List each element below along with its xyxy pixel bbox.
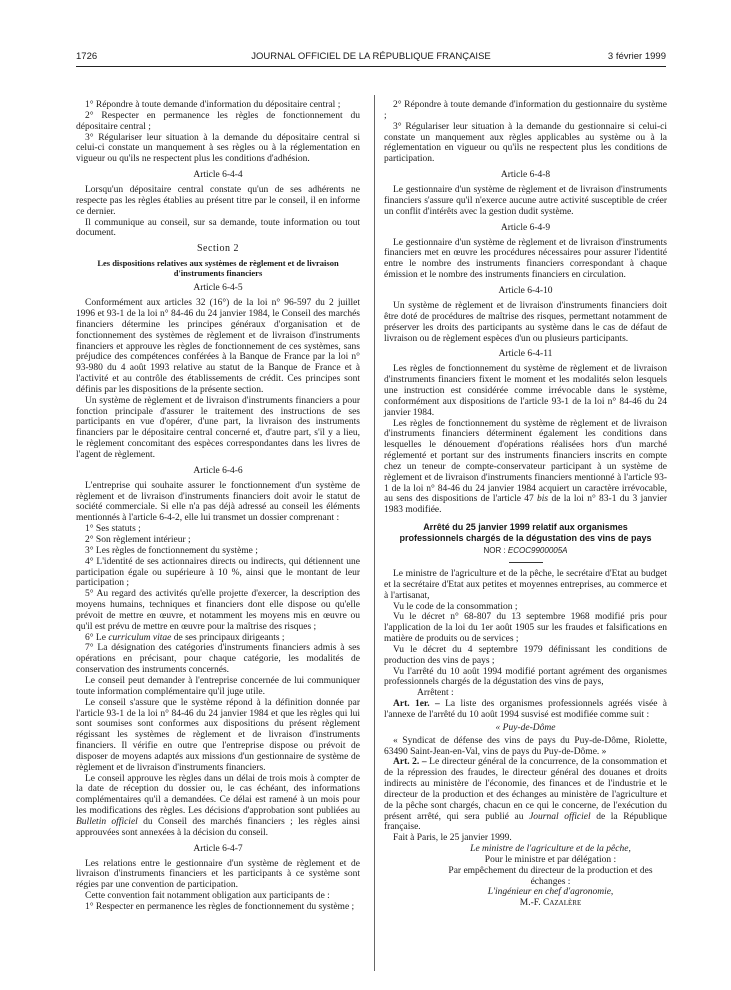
paragraph: Fait à Paris, le 25 janvier 1999. xyxy=(393,833,512,844)
paragraph: Vu l'arrêté du 10 août 1994 modifié portant agrément des organismes professionnels chargés de la dégustation des vins de pays, xyxy=(384,666,667,688)
header-rule xyxy=(76,66,666,67)
signature-line: L'ingénieur en chef d'agronomie, xyxy=(487,887,614,898)
italic-text: curriculum vitae xyxy=(108,632,172,643)
paragraph: Le conseil s'assure que le système répond à la définition donnée par l'article 93-1 de la loi n° 84-46 du 24 janvier 1984 et que les règles qui lui sont soumises sont conformes aux dispositions du présent règlement régissant les systèmes de règlement et de livraison d'instruments financiers. Il vérifie en outre que l'entreprise dispose ou prévoit de disposer de moyens adaptés aux missions d'un gestionnaire de système de règlement et de livraison d'instruments financiers. xyxy=(76,697,360,773)
page-number: 1726 xyxy=(76,51,98,62)
text-run: de la loi n° 83-1 du 3 janvier 1983 modifiée. xyxy=(384,494,667,516)
paragraph: Vu le décret du 4 septembre 1979 définissant les conditions de production des vins de pays ; xyxy=(384,644,667,666)
article-heading: Article 6-4-4 xyxy=(193,170,243,181)
nor-label: NOR : xyxy=(483,546,508,556)
paragraph: 2° Son règlement intérieur ; xyxy=(85,535,191,545)
paragraph: Les relations entre le gestionnaire d'un système de règlement et de livraison d'instruments financiers et les participants à ce système sont régies par une convention de participation. xyxy=(76,858,360,891)
page-header xyxy=(76,51,666,65)
article-heading: Article 6-4-9 xyxy=(500,222,551,233)
region-heading: « Puy-de-Dôme xyxy=(495,722,556,733)
text-run: de ses principaux dirigeants ; xyxy=(171,632,285,643)
paragraph: Un système de règlement et de livraison d'instruments financiers a pour fonction principale d'assurer le traitement des instructions de ses participants en vue d'opérer, d'une part, la livraison des instruments financiers par le dépositaire central concerné et, d'autre part, s'il y a lieu, le règlement concomitant des espèces correspondantes dans les livres de l'agent de règlement. xyxy=(76,395,360,460)
paragraph: 4° L'identité de ses actionnaires directs ou indirects, qui détiennent une participation égale ou supérieure à 10 %, ainsi que le montant de leur participation ; xyxy=(76,556,360,589)
paragraph: 3° Régulariser leur situation à la demande du gestionnaire si celui-ci constate un manquement aux règles applicables au système ou à la réglementation en vigueur ou qu'ils ne respectent plus les conditions de participation. xyxy=(384,121,667,165)
paragraph: Un système de règlement et de livraison d'instruments financiers doit être doté de procédures de maîtrise des risques, permettant notamment de préserver les droits des participants au système dans le cas de défaut de livraison ou de règlement espèces d'un ou plusieurs participants. xyxy=(384,300,667,344)
issue-date: 3 février 1999 xyxy=(607,51,666,62)
paragraph: 1° Respecter en permanence les règles de fonctionnement du système ; xyxy=(85,902,355,912)
paragraph: Vu le décret n° 68-807 du 13 septembre 1968 modifié pris pour l'application de la loi du 1er août 1905 sur les fraudes et falsifications en matière de produits ou de services ; xyxy=(384,612,667,645)
text-run: La liste des organismes professionnels agréés visée à l'annexe de l'arrêté du 10 août 1994 susvisé est modifiée comme suit : xyxy=(384,699,667,720)
signature-line: Par empêchement du directeur de la production et des échanges : xyxy=(448,865,653,887)
italic-text: bis xyxy=(537,494,549,505)
paragraph: 2° Répondre à toute demande d'information du gestionnaire du système ; xyxy=(384,100,667,121)
article-heading: Article 6-4-7 xyxy=(193,843,243,854)
text-run: Les règles de fonctionnement du système de règlement et de livraison d'instruments financiers déterminent également les conditions dans lesquelles le dénouement d'opérations réalisées hors d'un marché réglementé et portant sur des instruments financiers inscrits en compte chez un teneur de compte-conservateur participant à un système de règlement et de livraison d'instruments financiers mentionné à l'article 93-1 de la loi n° 84-46 du 24 janvier 1984 acquiert un caractère irrévocable, au sens des dispositions de l'article 47 xyxy=(384,418,667,505)
article-heading: Article 6-4-8 xyxy=(500,170,551,181)
paragraph: 5° Au regard des activités qu'elle projette d'exercer, la description des moyens humains, techniques et financiers dont elle dispose ou qu'elle prévoit de mettre en œuvre, et notamment les moyens mis en œuvre ou qu'il est prévu de mettre en œuvre pour la maîtrise des risques ; xyxy=(76,589,360,632)
signatory-name: M.-F. Cazalère xyxy=(519,898,582,909)
paragraph xyxy=(384,419,667,517)
decree-title: Arrêté du 25 janvier 1999 relatif aux organismes professionnels chargés de la dégustation des vins de pays xyxy=(399,522,652,543)
paragraph: 1° Ses statuts ; xyxy=(85,524,141,535)
article-heading: Article 6-4-5 xyxy=(193,283,243,294)
paragraph: 2° Respecter en permanence les règles de fonctionnement du dépositaire central ; xyxy=(76,110,360,132)
italic-text: Journal officiel xyxy=(529,811,591,822)
paragraph: Le conseil peut demander à l'entreprise concernée de lui communiquer toute information complémentaire qu'il juge utile. xyxy=(76,675,360,697)
article-heading: Article 6-4-11 xyxy=(498,349,553,360)
paragraph xyxy=(76,774,360,839)
paragraph xyxy=(384,757,667,833)
paragraph: Cette convention fait notamment obligation aux participants de : xyxy=(85,891,330,902)
italic-text: Bulletin officiel xyxy=(76,816,138,827)
section-heading: Section 2 xyxy=(197,243,239,255)
paragraph: Le gestionnaire d'un système de règlement et de livraison d'instruments financiers met en œuvre les procédures nécessaires pour assurer l'identité entre le nombre des instruments financiers correspondant à chaque émission et le nombre des instruments financiers en circulation. xyxy=(384,237,667,281)
paragraph: Lorsqu'un dépositaire central constate qu'un de ses adhérents ne respecte pas les règles établies au présent titre par le conseil, il en informe ce dernier. xyxy=(76,185,360,217)
signature-line: Le ministre de l'agriculture et de la pêche, xyxy=(470,844,631,855)
text-run: Le conseil approuve les règles dans un délai de trois mois à compter de la date de réception du dossier ou, le cas échéant, des informations complémentaires qu'il a demandées. Ce délai est ramené à un mois pour les modifications des règles. Les décisions d'approbation sont publiées au xyxy=(76,773,360,817)
journal-title: JOURNAL OFFICIEL DE LA RÉPUBLIQUE FRANÇAISE xyxy=(251,51,491,62)
paragraph: 3° Les règles de fonctionnement du système ; xyxy=(85,545,258,556)
paragraph: Le gestionnaire d'un système de règlement et de livraison d'instruments financiers s'assure qu'il n'exerce aucune autre activité susceptible de créer un conflit d'intérêts avec la gestion dudit système. xyxy=(384,185,667,217)
signature-block xyxy=(384,844,667,909)
decree-divider xyxy=(509,562,543,563)
column-separator xyxy=(374,95,375,971)
paragraph: Conformément aux articles 32 (16°) de la loi n° 96-597 du 2 juillet 1996 et 93-1 de la loi n° 84-46 du 24 janvier 1984, le Conseil des marchés financiers détermine les principes généraux d'organisation et de fonctionnement des systèmes de règlement et de livraison d'instruments financiers et approuve les règles de fonctionnement de ces systèmes, sans préjudice des compétences conférées à la Banque de France par la loi n° 93-980 du 4 août 1993 relative au statut de la Banque de France et à l'activité et au contrôle des établissements de crédit. Ces principes sont définis par les dispositions de la présente section. xyxy=(76,298,360,395)
paragraph: Les règles de fonctionnement du système de règlement et de livraison d'instruments financiers fixent le moment et les modalités selon lesquels une instruction est considérée comme irrévocable dans le système, conformément aux dispositions de l'article 93-1 de la loi n° 84-46 du 24 janvier 1984. xyxy=(384,364,667,418)
paragraph: Le ministre de l'agriculture et de la pêche, le secrétaire d'Etat au budget et la secrétaire d'Etat aux petites et moyennes entreprises, au commerce et à l'artisanat, xyxy=(384,569,667,601)
paragraph: 7° La désignation des catégories d'instruments financiers admis à ses opérations en précisant, pour chaque catégorie, les modalités de conservation des instruments concernés. xyxy=(76,643,360,676)
text-run: du Conseil des marchés financiers ; les règles ainsi approuvées sont annexées à la décision du conseil. xyxy=(76,816,360,838)
paragraph: Il communique au conseil, sur sa demande, toute information ou tout document. xyxy=(76,217,360,239)
article-label: Art. 1er. – xyxy=(393,699,440,710)
paragraph: 1° Répondre à toute demande d'information du dépositaire central ; xyxy=(85,100,341,110)
nor-code: ECOC9900005A xyxy=(507,546,568,556)
paragraph: « Syndicat de défense des vins de pays du Puy-de-Dôme, Riolette, 63490 Saint-Jean-en-Val, vins de pays du Puy-de-Dôme. » xyxy=(384,735,667,757)
right-column xyxy=(384,100,667,909)
nor-reference xyxy=(384,546,667,557)
paragraph: Vu le code de la consommation ; xyxy=(393,601,518,612)
article-heading: Article 6-4-6 xyxy=(193,465,243,476)
paragraph xyxy=(76,633,360,644)
text-run: Le directeur général de la concurrence, de la consommation et de la répression des fraudes, le directeur général des douanes et droits indirects au ministère de l'économie, des finances et de l'industrie et le directeur de la production et des échanges au ministère de l'agriculture et de la pêche sont chargés, chacun en ce qui le concerne, de l'exécution du présent arrêté, qui sera publié au xyxy=(384,757,668,822)
left-column xyxy=(76,100,360,913)
text-run: de la République française. xyxy=(384,811,668,833)
article-label: Art. 2. – xyxy=(393,757,427,768)
paragraph xyxy=(384,699,667,721)
signature-line: Pour le ministre et par délégation : xyxy=(484,854,617,865)
text-run: 6° Le xyxy=(85,632,109,643)
section-title: Les dispositions relatives aux systèmes de règlement et de livraison d'instruments financiers xyxy=(97,258,339,279)
paragraph: 3° Régulariser leur situation à la demande du dépositaire central si celui-ci constate un manquement à ses règles ou à la réglementation en vigueur ou qu'ils ne respectent plus les conditions d'adhésion. xyxy=(76,132,360,165)
paragraph: L'entreprise qui souhaite assurer le fonctionnement d'un système de règlement et de livraison d'instruments financiers doit avoir le statut de société commerciale. Si elle n'a pas déjà adressé au conseil les éléments mentionnés à l'article 6-4-2, elle lui transmet un dossier comprenant : xyxy=(76,480,360,524)
paragraph: Arrêtent : xyxy=(417,688,454,699)
article-heading: Article 6-4-10 xyxy=(498,285,553,296)
